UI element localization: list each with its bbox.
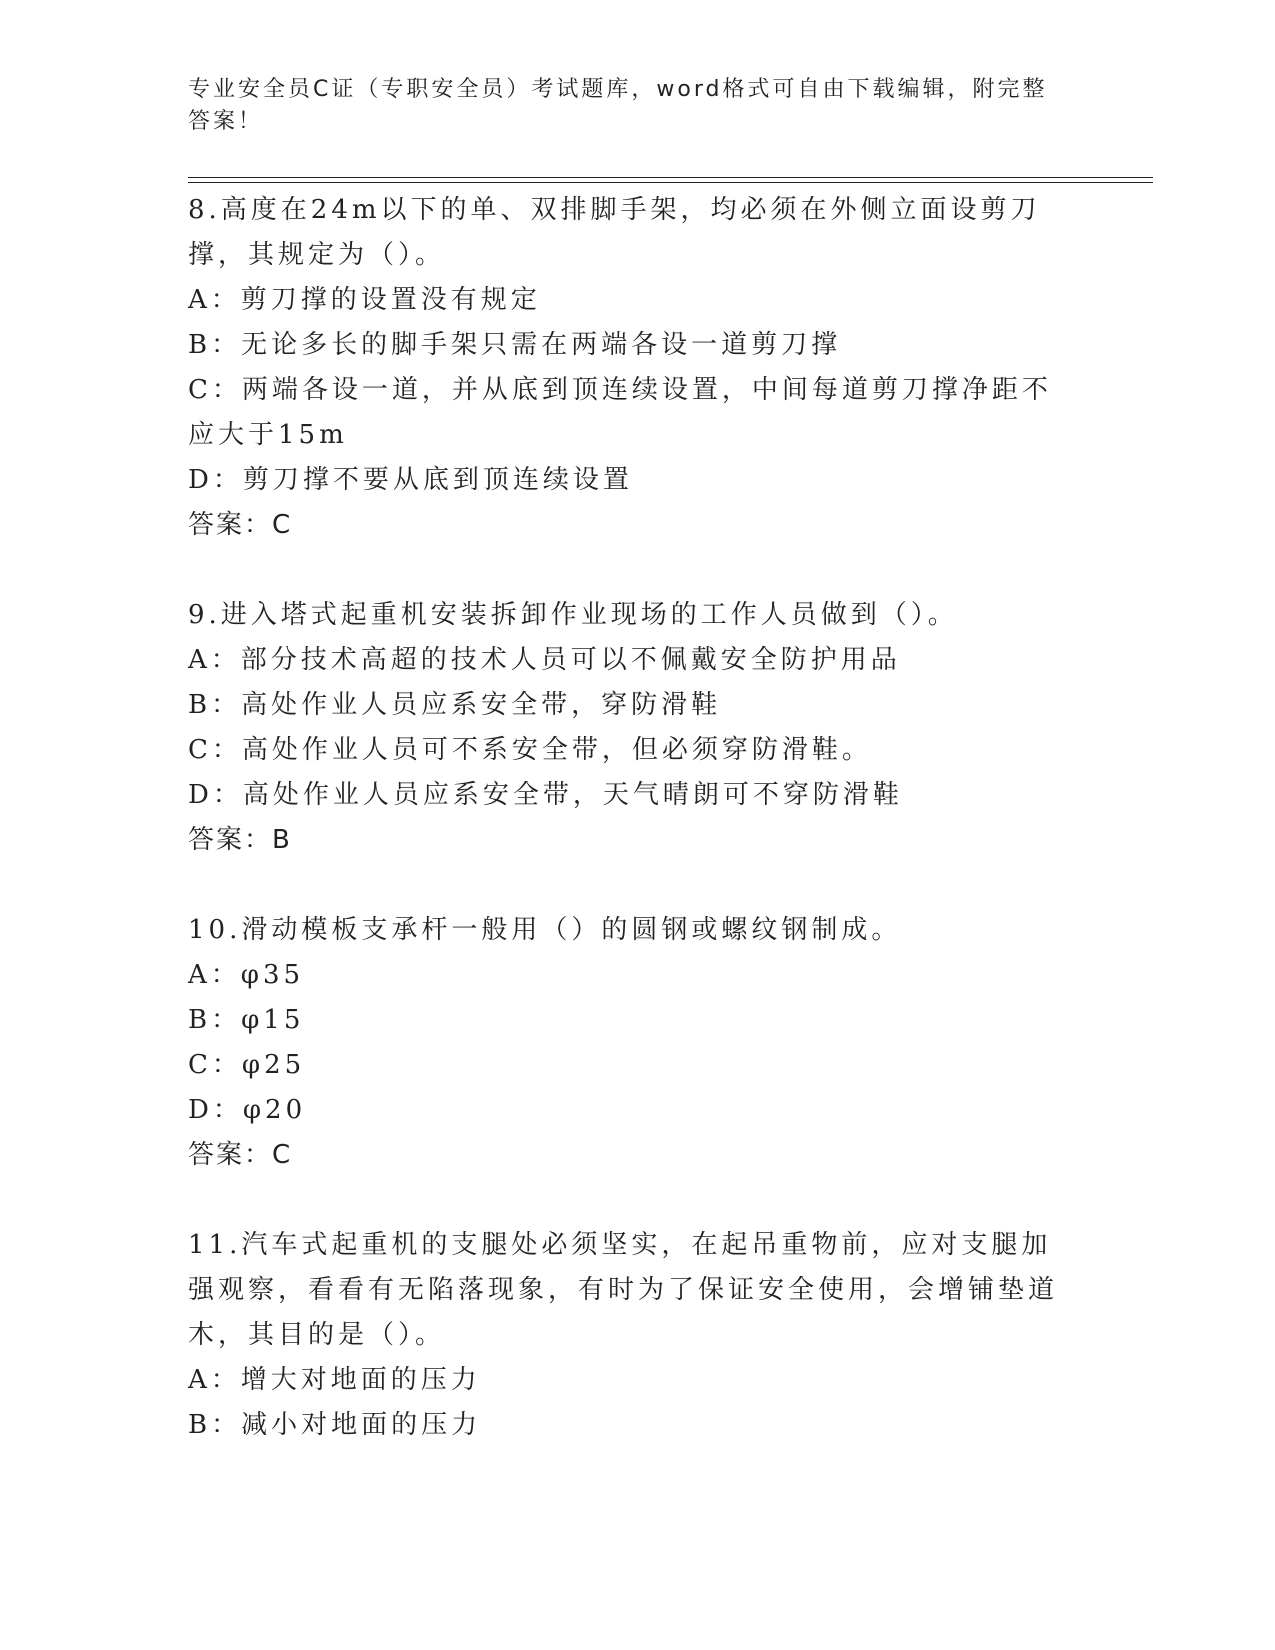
question-stem: 9.进入塔式起重机安装拆卸作业现场的工作人员做到（）。 [188,600,958,630]
option-c: C：高处作业人员可不系安全带，但必须穿防滑鞋。 [188,735,872,765]
question-11 [188,1223,1068,1448]
question-stem: 11.汽车式起重机的支腿处必须坚实，在起吊重物前，应对支腿加强观察，看看有无陷落现象，有时为了保证安全使用，会增铺垫道木，其目的是（）。 [188,1230,1059,1350]
question-stem: 8.高度在24m以下的单、双排脚手架，均必须在外侧立面设剪刀撑，其规定为（）。 [188,195,1041,270]
option-a: A：增大对地面的压力 [188,1365,481,1395]
option-d: D：高处作业人员应系安全带，天气晴朗可不穿防滑鞋 [188,780,903,810]
question-10 [188,908,1068,1178]
option-c: C：φ25 [188,1050,306,1080]
answer-label: 答案：B [188,825,292,855]
option-a: A：部分技术高超的技术人员可以不佩戴安全防护用品 [188,645,901,675]
option-d: D：剪刀撑不要从底到顶连续设置 [188,465,633,495]
question-stem: 10.滑动模板支承杆一般用（）的圆钢或螺纹钢制成。 [188,915,902,945]
option-b: B：无论多长的脚手架只需在两端各设一道剪刀撑 [188,330,842,360]
option-b: B：减小对地面的压力 [188,1410,482,1440]
option-a: A：φ35 [188,960,305,990]
option-a: A：剪刀撑的设置没有规定 [188,285,541,315]
question-8 [188,188,1068,548]
answer-label: 答案：C [188,1140,293,1170]
option-c: C：两端各设一道，并从底到顶连续设置，中间每道剪刀撑净距不应大于15m [188,375,1052,450]
answer-label: 答案：C [188,510,293,540]
question-list [188,188,1068,1493]
header-divider-top [188,177,1153,178]
option-b: B：φ15 [188,1005,305,1035]
header-divider-bottom [188,182,1153,183]
option-b: B：高处作业人员应系安全带，穿防滑鞋 [188,690,722,720]
question-9 [188,593,1068,863]
document-header: 专业安全员C证（专职安全员）考试题库，word格式可自由下载编辑，附完整答案！ [188,77,1048,134]
option-d: D：φ20 [188,1095,307,1125]
